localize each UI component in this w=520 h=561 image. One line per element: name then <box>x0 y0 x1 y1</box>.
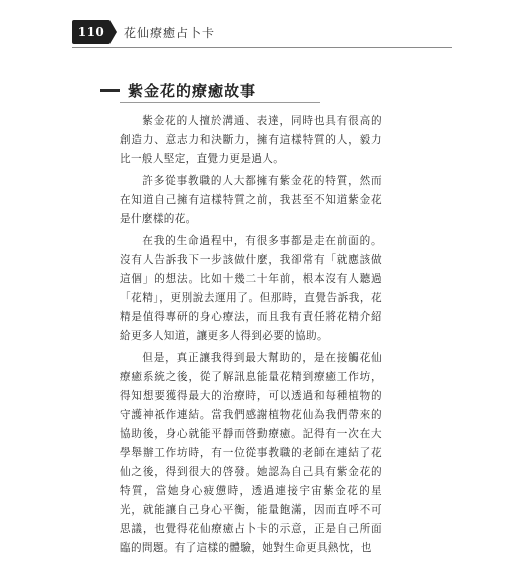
heading-underline <box>120 102 320 103</box>
header-divider <box>72 47 452 48</box>
paragraph: 在我的生命過程中，有很多事都是走在前面的。沒有人告訴我下一步該做什麼，我卻常有「就應該做這個」的想法。比如十幾二十年前，根本沒有人聽過「花精」，更別說去運用了。但那時，直覺告訴我，花精是值得專研的身心療法，而且我有責任將花精介紹給更多人知道，讓更多人得到必要的協助。 <box>120 235 382 342</box>
paragraph: 紫金花的人擅於溝通、表達，同時也具有很高的創造力、意志力和決斷力，擁有這樣特質的人，毅力比一般人堅定，直覺力更是過人。 <box>120 115 382 165</box>
article-body <box>120 112 382 561</box>
page-number-badge: 110 <box>72 20 110 44</box>
heading-dash-ornament <box>100 89 120 92</box>
paragraph: 許多從事教職的人大都擁有紫金花的特質，然而在知道自己擁有這樣特質之前，我甚至不知道紫金花是什麼樣的花。 <box>120 175 382 225</box>
section-heading <box>100 80 400 101</box>
running-title: 花仙療癒占卜卡 <box>124 25 216 40</box>
paragraph: 但是，真正讓我得到最大幫助的，是在接觸花仙療癒系統之後，從了解訊息能量花精到療癒工作坊，得知想要獲得最大的治療時，可以透過和每種植物的守護神祇作連結。當我們感謝植物花仙為我們帶來的協助後，身心就能平靜而啓動療癒。記得有一次在大學舉辦工作坊時，有一位從事教職的老師在連結了花仙之後，得到很大的啓發。她認為自己具有紫金花的特質，當她身心疲憊時，透過連接宇宙紫金花的星光，就能讓自己身心平衡，能量飽滿，因而直呼不可思議，也覺得花仙療癒占卜卡的示意，正是自己所面臨的問題。有了這樣的體驗，她對生命更具熱忱，也 <box>120 352 382 554</box>
page-header <box>72 20 215 44</box>
section-title: 紫金花的療癒故事 <box>128 82 257 100</box>
